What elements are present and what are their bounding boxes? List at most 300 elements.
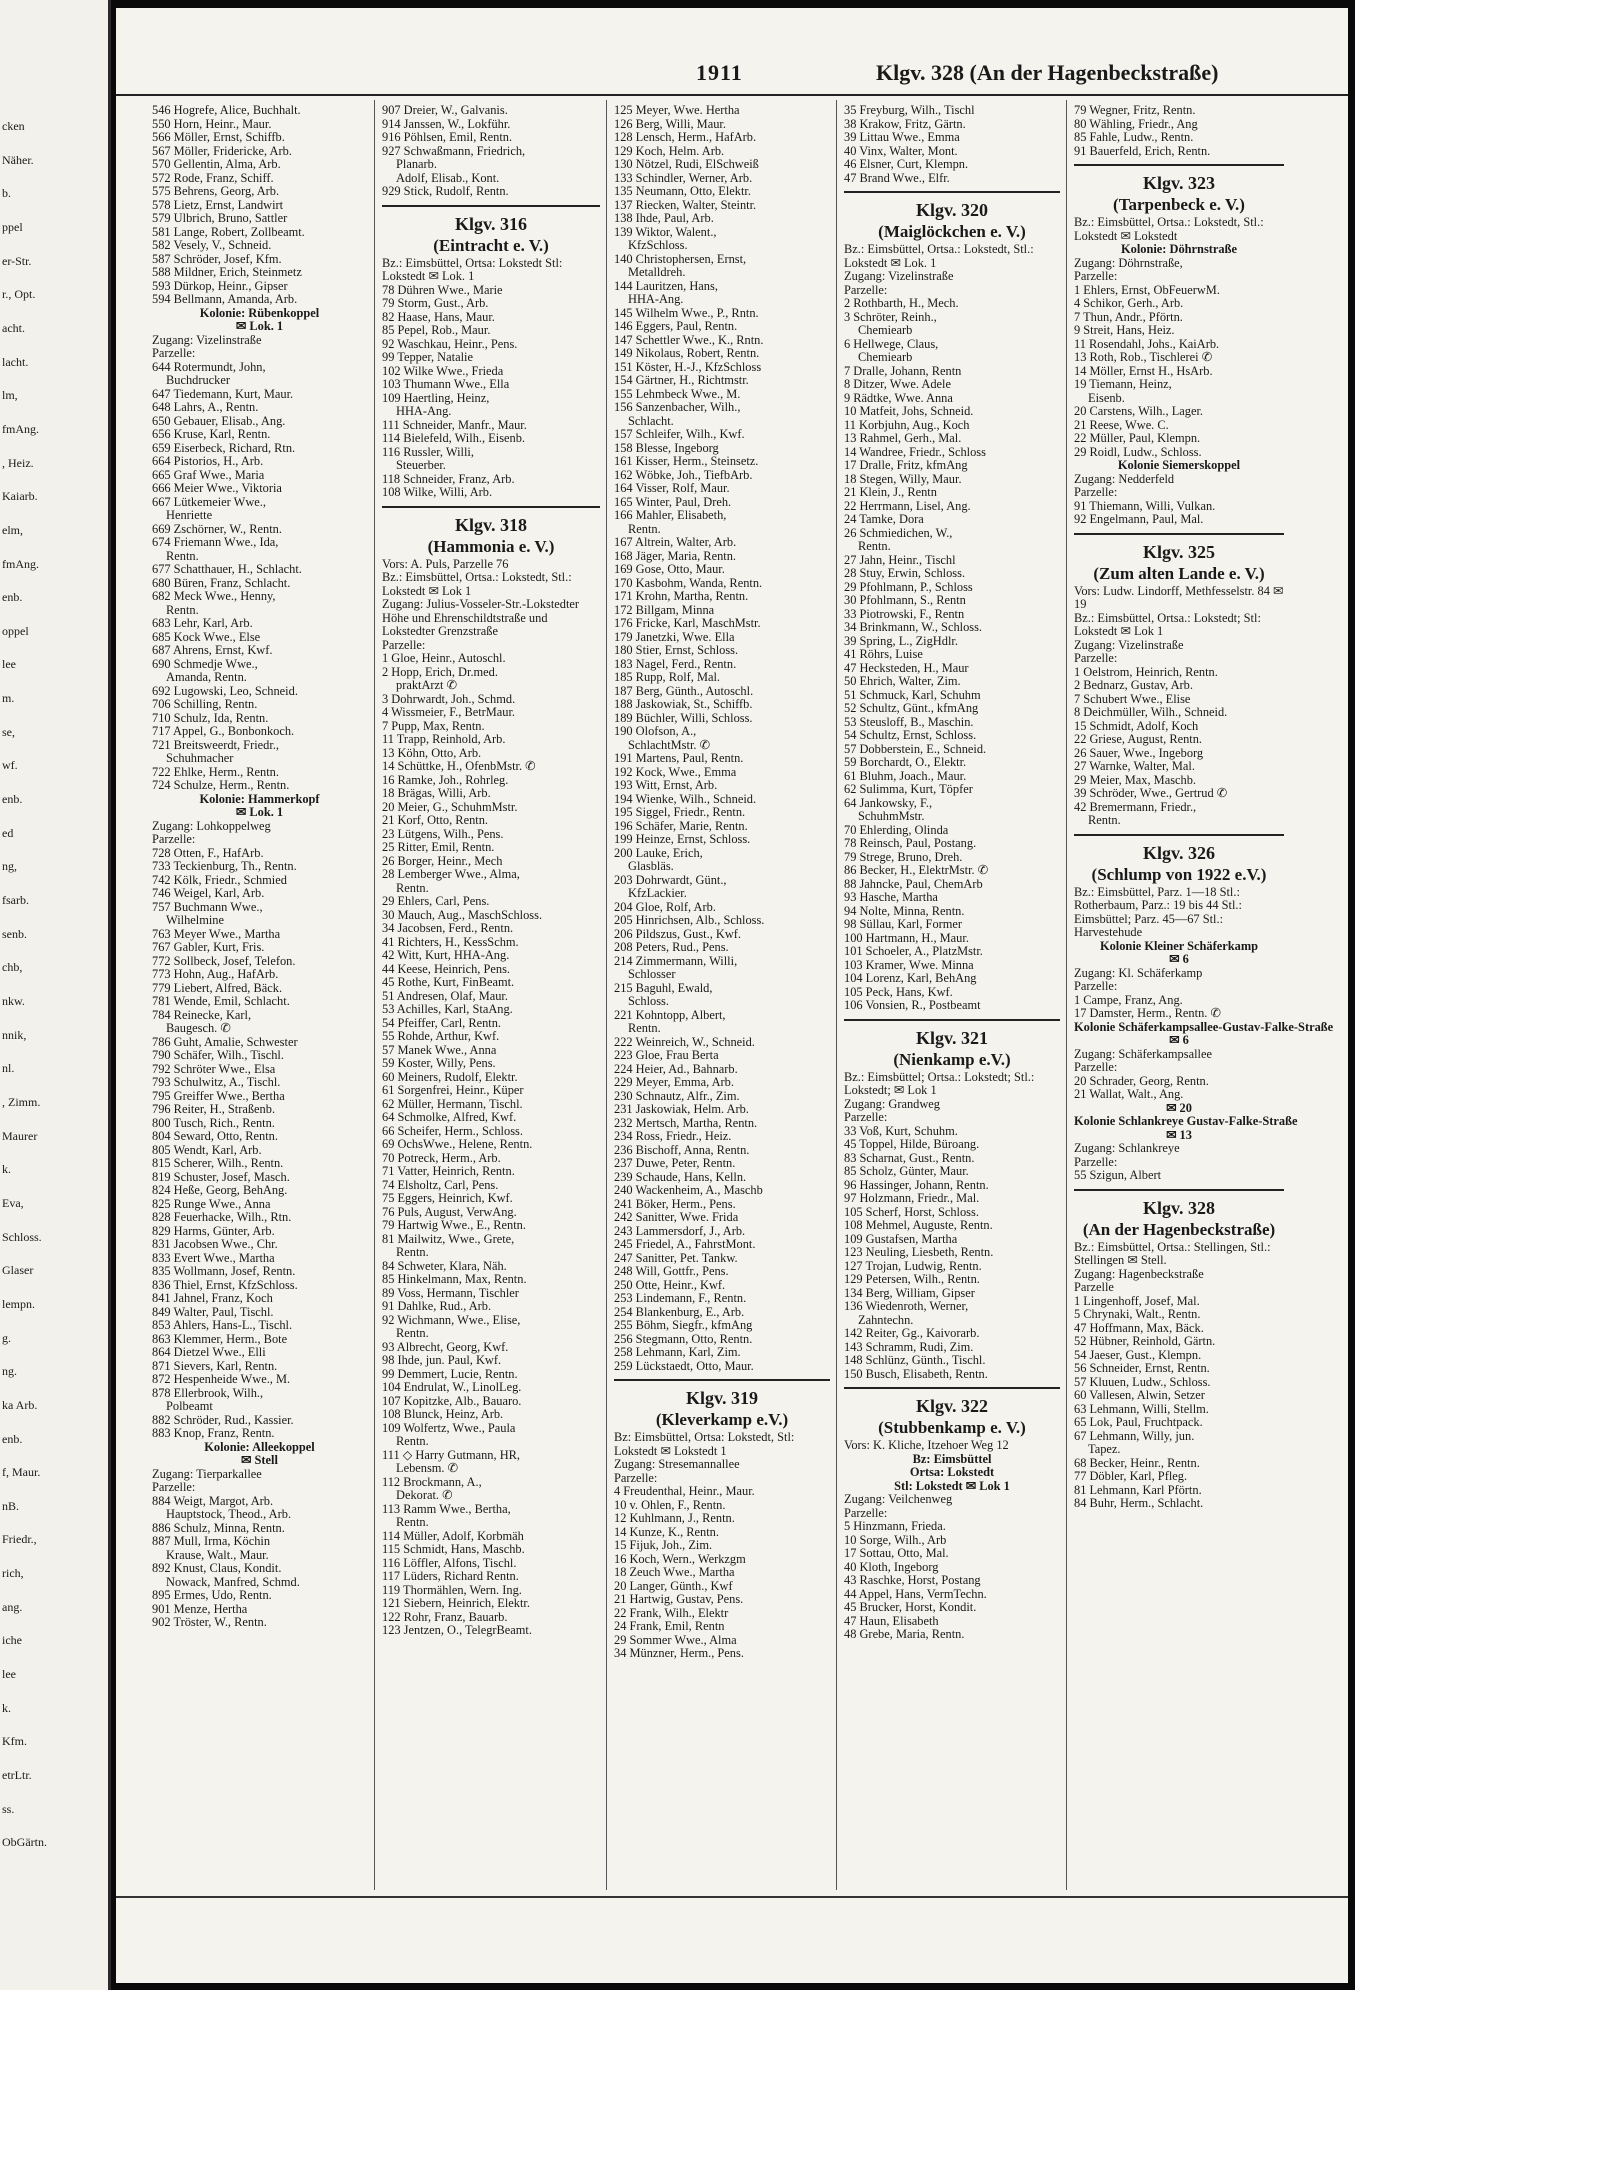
directory-entry: 733 Teckienburg, Th., Rentn.	[152, 859, 297, 873]
entry-continuation: Tapez.	[1088, 1442, 1121, 1456]
directory-entry: 117 Lüders, Richard Rentn.	[382, 1569, 519, 1583]
directory-entry: 17 Damster, Herm., Rentn. ✆	[1074, 1006, 1221, 1020]
directory-entry: 717 Appel, G., Bonbonkoch.	[152, 724, 295, 738]
directory-entry: 15 Fijuk, Joh., Zim.	[614, 1538, 713, 1552]
directory-entry: 56 Schneider, Ernst, Rentn.	[1074, 1361, 1210, 1375]
directory-entry: 7 Thun, Andr., Pförtn.	[1074, 309, 1183, 324]
directory-entry: Zugang: Lohkoppelweg	[152, 818, 271, 833]
directory-entry: 104 Lorenz, Karl, BehAng	[844, 971, 977, 985]
association-number: Klgv. 322	[915, 1396, 988, 1416]
directory-entry: 38 Krakow, Fritz, Gärtn.	[844, 116, 966, 131]
directory-entry: 666 Meier Wwe., Viktoria	[152, 481, 282, 495]
gutter-text-fragment: iche	[2, 1633, 22, 1647]
entry-continuation: Wilhelmine	[166, 913, 224, 927]
directory-entry: 902 Tröster, W., Rentn.	[152, 1615, 267, 1629]
directory-entry: 154 Gärtner, H., Richtmstr.	[614, 373, 749, 387]
directory-entry: 40 Vinx, Walter, Mont.	[844, 143, 958, 158]
directory-entry: 779 Liebert, Alfred, Bäck.	[152, 980, 283, 995]
directory-entry: 887 Mull, Irma, Köchin	[152, 1534, 271, 1548]
directory-entry: 57 Dobberstein, E., Schneid.	[844, 741, 987, 756]
directory-entry: 89 Voss, Hermann, Tischler	[382, 1285, 519, 1300]
directory-entry: 884 Weigt, Margot, Arb.	[152, 1493, 274, 1508]
colony-header: Kolonie: Rübenkoppel	[199, 305, 320, 320]
directory-entry: 248 Will, Gottfr., Pens.	[614, 1264, 729, 1278]
directory-page	[116, 8, 1348, 1983]
entry-continuation: Chemiearb	[858, 323, 913, 337]
directory-entry: 39 Spring, L., ZigHdlr.	[844, 633, 958, 648]
gutter-text-fragment: etrLtr.	[2, 1768, 32, 1782]
gutter-text-fragment: nnik,	[2, 1028, 27, 1042]
directory-entry: 79 Strege, Bruno, Dreh.	[844, 849, 963, 864]
directory-entry: 33 Piotrowski, F., Rentn	[844, 606, 965, 621]
directory-entry: 204 Gloe, Rolf, Arb.	[614, 899, 716, 914]
directory-entry: 80 Wähling, Friedr., Ang	[1074, 116, 1198, 131]
directory-entry: 17 Dralle, Fritz, kfmAng	[844, 458, 968, 472]
gutter-text-fragment: , Heiz.	[2, 456, 34, 470]
directory-entry: 5 Chrynaki, Walt., Rentn.	[1074, 1307, 1201, 1321]
gutter-text-fragment: enb.	[2, 1432, 23, 1446]
entry-continuation: SchuhmMstr.	[858, 809, 925, 823]
directory-entry: 567 Möller, Fridericke, Arb.	[152, 143, 292, 158]
directory-entry: 81 Lehmann, Karl Pförtn.	[1074, 1482, 1202, 1497]
directory-entry: 243 Lammersdorf, J., Arb.	[614, 1223, 746, 1238]
association-info: Bz.: Eimsbüttel, Ortsa: Lokstedt Stl: Lokstedt ✉ Lok. 1	[382, 255, 563, 283]
entry-continuation: Schloss.	[628, 994, 669, 1008]
association-name: (Maiglöckchen e. V.)	[878, 222, 1026, 241]
directory-entry: 188 Jaskowiak, St., Schiffb.	[614, 697, 753, 711]
directory-entry: Zugang: Vizelinstraße	[152, 332, 262, 347]
directory-entry: 24 Frank, Emil, Rentn	[614, 1619, 725, 1633]
directory-entry: 16 Ramke, Joh., Rohrleg.	[382, 772, 509, 787]
directory-entry: 68 Becker, Heinr., Rentn.	[1074, 1455, 1200, 1470]
directory-entry: 85 Hinkelmann, Max, Rentn.	[382, 1272, 527, 1286]
adjacent-page-edge	[0, 0, 111, 1990]
entry-continuation: Adolf, Elisab., Kont.	[396, 170, 500, 185]
directory-entry: 30 Mauch, Aug., MaschSchloss.	[382, 907, 543, 922]
directory-entry: 29 Roidl, Ludw., Schloss.	[1074, 444, 1202, 459]
directory-entry: 26 Borger, Heinr., Mech	[382, 853, 503, 868]
gutter-text-fragment: f, Maur.	[2, 1465, 41, 1479]
directory-entry: 916 Pöhlsen, Emil, Rentn.	[382, 130, 513, 144]
directory-entry: 104 Endrulat, W., LinolLeg.	[382, 1380, 522, 1394]
directory-entry: Parzelle:	[152, 832, 196, 846]
directory-entry: Zugang: Vizelinstraße	[1074, 637, 1184, 652]
directory-entry: 793 Schulwitz, A., Tischl.	[152, 1075, 281, 1089]
entry-continuation: Chemiearb	[858, 350, 913, 364]
directory-entry: 41 Richters, H., KessSchm.	[382, 934, 519, 949]
directory-entry: 588 Mildner, Erich, Steinmetz	[152, 265, 302, 279]
directory-entry: 150 Busch, Elisabeth, Rentn.	[844, 1366, 988, 1381]
column-divider	[606, 100, 607, 1890]
association-info: Bz: Eimsbüttel, Ortsa: Lokstedt, Stl: Lokstedt ✉ Lokstedt 1	[614, 1430, 795, 1458]
directory-entry: 199 Heinze, Ernst, Schloss.	[614, 832, 751, 846]
directory-entry: 52 Schultz, Günt., kfmAng	[844, 701, 979, 715]
entry-continuation: Dekorat. ✆	[396, 1488, 453, 1502]
directory-entry: 648 Lahrs, A., Rentn.	[152, 400, 259, 414]
directory-entry: 103 Kramer, Wwe. Minna	[844, 957, 974, 972]
directory-entry: 50 Ehrich, Walter, Zim.	[844, 674, 961, 688]
directory-entry: 111 ◇ Harry Gutmann, HR,	[382, 1447, 521, 1462]
directory-entry: 133 Schindler, Werner, Arb.	[614, 170, 753, 185]
directory-entry: 231 Jaskowiak, Helm. Arb.	[614, 1102, 749, 1116]
directory-entry: Zugang: Veilchenweg	[844, 1492, 953, 1506]
directory-entry: 51 Schmuck, Karl, Schuhm	[844, 687, 981, 702]
section-rule	[614, 1379, 830, 1381]
directory-entry: 792 Schröter Wwe., Elsa	[152, 1061, 276, 1076]
entry-continuation: Schuhmacher	[166, 751, 234, 765]
colony-header: ✉ Lok. 1	[235, 805, 284, 819]
section-rule	[844, 191, 1060, 193]
directory-entry: 258 Lehmann, Karl, Zim.	[614, 1345, 741, 1359]
directory-entry: 179 Janetzki, Wwe. Ella	[614, 629, 735, 644]
directory-entry: 92 Engelmann, Paul, Mal.	[1074, 512, 1204, 526]
directory-entry: 28 Lemberger Wwe., Alma,	[382, 867, 520, 881]
association-name: (Zum alten Lande e. V.)	[1093, 563, 1265, 583]
directory-entry: 147 Schettler Wwe., K., Rntn.	[614, 332, 764, 347]
entry-continuation: Schlacht.	[628, 413, 674, 428]
entry-continuation: HHA-Ang.	[628, 292, 684, 306]
directory-entry: 193 Witt, Ernst, Arb.	[614, 778, 718, 792]
directory-entry: 20 Carstens, Wilh., Lager.	[1074, 404, 1204, 418]
directory-entry: 166 Mahler, Elisabeth,	[614, 508, 727, 522]
entry-continuation: Rentn.	[166, 548, 199, 563]
entry-continuation: SchlachtMstr. ✆	[628, 737, 710, 752]
directory-entry: Zugang: Stresemannallee	[614, 1457, 740, 1471]
column-4	[844, 104, 1060, 1642]
entry-continuation: Rentn.	[396, 1245, 429, 1259]
directory-entry: 59 Koster, Willy, Pens.	[382, 1056, 496, 1070]
directory-entry: 815 Scherer, Wilh., Rentn.	[152, 1156, 284, 1170]
association-name: (Hammonia e. V.)	[427, 536, 555, 556]
directory-entry: 4 Freudenthal, Heinr., Maur.	[614, 1484, 755, 1498]
directory-entry: 2 Hopp, Erich, Dr.med.	[382, 664, 498, 679]
directory-entry: 570 Gellentin, Alma, Arb.	[152, 157, 281, 171]
entry-continuation: Amanda, Rentn.	[166, 670, 247, 684]
gutter-text-fragment: m.	[2, 691, 15, 705]
directory-entry: 5 Hinzmann, Frieda.	[844, 1519, 946, 1533]
directory-entry: 118 Schneider, Franz, Arb.	[382, 471, 515, 486]
directory-entry: 927 Schwaßmann, Friedrich,	[382, 143, 526, 158]
directory-entry: 103 Thumann Wwe., Ella	[382, 377, 510, 391]
entry-continuation: Krause, Walt., Maur.	[166, 1547, 269, 1562]
gutter-text-fragment: cken	[2, 119, 25, 133]
entry-continuation: Rentn.	[396, 1515, 429, 1529]
entry-continuation: Rentn.	[1088, 813, 1121, 827]
directory-entry: 126 Berg, Willi, Maur.	[614, 116, 726, 131]
gutter-text-fragment: k.	[2, 1162, 11, 1176]
gutter-text-fragment: Schloss.	[2, 1230, 42, 1244]
directory-entry: 140 Christophersen, Ernst,	[614, 251, 747, 266]
header-rule	[116, 94, 1348, 96]
directory-entry: 7 Dralle, Johann, Rentn	[844, 363, 962, 378]
directory-entry: 254 Blankenburg, E., Arb.	[614, 1304, 745, 1319]
directory-entry: 27 Warnke, Walter, Mal.	[1074, 759, 1195, 773]
directory-entry: 93 Hasche, Martha	[844, 890, 938, 904]
association-name: (Tarpenbeck e. V.)	[1113, 195, 1245, 214]
directory-entry: 871 Sievers, Karl, Rentn.	[152, 1358, 278, 1373]
section-rule	[382, 205, 600, 207]
directory-entry: 102 Wilke Wwe., Frieda	[382, 363, 504, 378]
directory-entry: 14 Kunze, K., Rentn.	[614, 1524, 719, 1539]
directory-entry: 107 Kopitzke, Alb., Bauaro.	[382, 1393, 522, 1408]
directory-entry: 203 Dohrwardt, Günt.,	[614, 872, 727, 887]
colony-header: Bz: Eimsbüttel	[912, 1451, 992, 1466]
directory-entry: 105 Peck, Hans, Kwf.	[844, 984, 953, 999]
directory-entry: 781 Wende, Emil, Schlacht.	[152, 994, 290, 1008]
entry-continuation: KfzSchloss.	[628, 238, 688, 252]
directory-entry: Parzelle:	[844, 282, 888, 297]
directory-entry: 572 Rode, Franz, Schiff.	[152, 170, 274, 185]
gutter-text-fragment: lm,	[2, 388, 18, 402]
association-info: Bz.: Eimsbüttel, Parz. 1—18 Stl.: Rotherbaum, Parz.: 19 bis 44 Stl.: Eimsbüttel; Parz. 45—67 Stl.: Harvestehude	[1074, 884, 1242, 939]
directory-entry: 64 Jankowsky, F.,	[844, 795, 933, 810]
directory-entry: 581 Lange, Robert, Zollbeamt.	[152, 224, 305, 239]
column-divider	[1066, 100, 1067, 1890]
directory-entry: 1 Lingenhoff, Josef, Mal.	[1074, 1293, 1200, 1308]
entry-continuation: Steuerber.	[396, 458, 446, 472]
directory-entry: Zugang: Vizelinstraße	[844, 269, 954, 283]
directory-entry: 185 Rupp, Rolf, Mal.	[614, 670, 721, 684]
colony-header: ✉ 6	[1169, 1033, 1189, 1047]
entry-continuation: Polbeamt	[166, 1399, 213, 1413]
directory-entry: 594 Bellmann, Amanda, Arb.	[152, 292, 298, 306]
directory-entry: 74 Elsholtz, Carl, Pens.	[382, 1177, 499, 1192]
colony-header: Stl: Lokstedt ✉ Lok 1	[894, 1478, 1010, 1493]
directory-entry: 825 Runge Wwe., Anna	[152, 1196, 271, 1211]
gutter-text-fragment: ang.	[2, 1600, 23, 1614]
directory-entry: 929 Stick, Rudolf, Rentn.	[382, 184, 509, 198]
colony-header: Ortsa: Lokstedt	[909, 1465, 995, 1479]
directory-entry: 135 Neumann, Otto, Elektr.	[614, 184, 751, 198]
directory-entry: 48 Grebe, Maria, Rentn.	[844, 1627, 965, 1641]
directory-entry: 77 Döbler, Karl, Pfleg.	[1074, 1469, 1188, 1483]
directory-entry: 579 Ulbrich, Bruno, Sattler	[152, 211, 288, 225]
directory-entry: 190 Olofson, A.,	[614, 724, 697, 738]
gutter-text-fragment: Glaser	[2, 1263, 34, 1277]
directory-entry: 250 Otte, Heinr., Kwf.	[614, 1277, 726, 1292]
directory-entry: 710 Schulz, Ida, Rentn.	[152, 710, 269, 725]
directory-entry: 60 Vallesen, Alwin, Setzer	[1074, 1388, 1205, 1402]
directory-entry: 129 Koch, Helm. Arb.	[614, 143, 725, 158]
directory-entry: 659 Eiserbeck, Richard, Rtn.	[152, 440, 296, 455]
directory-entry: 71 Vatter, Heinrich, Rentn.	[382, 1164, 515, 1178]
directory-entry: 2 Rothbarth, H., Mech.	[844, 296, 959, 310]
directory-entry: Parzelle:	[844, 1505, 888, 1520]
directory-entry: 882 Schröder, Rud., Kassier.	[152, 1412, 294, 1427]
directory-entry: 54 Pfeiffer, Carl, Rentn.	[382, 1015, 502, 1030]
gutter-text-fragment: ObGärtn.	[2, 1835, 47, 1849]
directory-entry: 205 Hinrichsen, Alb., Schloss.	[614, 913, 765, 927]
directory-entry: 800 Tusch, Rich., Rentn.	[152, 1115, 275, 1130]
directory-entry: 196 Schäfer, Marie, Rentn.	[614, 818, 748, 833]
directory-entry: 84 Buhr, Herm., Schlacht.	[1074, 1496, 1204, 1510]
gutter-text-fragment: lacht.	[2, 355, 29, 369]
directory-entry: 763 Meyer Wwe., Martha	[152, 926, 281, 941]
directory-entry: 30 Pfohlmann, S., Rentn	[844, 593, 966, 607]
directory-entry: 10 v. Ohlen, F., Rentn.	[614, 1497, 726, 1512]
directory-entry: 64 Schmolke, Alfred, Kwf.	[382, 1110, 517, 1124]
directory-entry: 108 Wilke, Willi, Arb.	[382, 485, 493, 499]
gutter-text-fragment: ng,	[2, 859, 17, 873]
directory-entry: Parzelle:	[382, 637, 426, 652]
directory-entry: Parzelle:	[1074, 1060, 1118, 1074]
directory-entry: 119 Thormählen, Wern. Ing.	[382, 1582, 522, 1597]
directory-entry: 892 Knust, Claus, Kondit.	[152, 1561, 282, 1575]
gutter-text-fragment: , Zimm.	[2, 1095, 41, 1109]
section-rule	[844, 1019, 1060, 1021]
gutter-text-fragment: b.	[2, 186, 11, 200]
directory-entry: 582 Vesely, V., Schneid.	[152, 238, 272, 252]
directory-entry: 122 Rohr, Franz, Bauarb.	[382, 1609, 508, 1624]
directory-entry: 91 Dahlke, Rud., Arb.	[382, 1299, 492, 1313]
directory-entry: 99 Demmert, Lucie, Rentn.	[382, 1366, 518, 1381]
directory-entry: 22 Herrmann, Lisel, Ang.	[844, 498, 971, 513]
gutter-text-fragment: r., Opt.	[2, 287, 36, 301]
directory-entry: Zugang: Kl. Schäferkamp	[1074, 965, 1203, 980]
directory-entry: 8 Ditzer, Wwe. Adele	[844, 377, 951, 391]
section-rule	[844, 1387, 1060, 1389]
colony-header: ✉ Lok. 1	[235, 319, 284, 333]
directory-entry: 234 Ross, Friedr., Heiz.	[614, 1129, 732, 1143]
directory-entry: 127 Trojan, Ludwig, Rentn.	[844, 1258, 982, 1273]
gutter-text-fragment: Kaiarb.	[2, 489, 38, 503]
directory-entry: 54 Jaeser, Gust., Klempn.	[1074, 1347, 1202, 1362]
directory-entry: 10 Matfeit, Johs, Schneid.	[844, 404, 974, 418]
gutter-text-fragment: fmAng.	[2, 422, 39, 436]
directory-entry: Parzelle:	[152, 1480, 196, 1494]
directory-entry: 47 Brand Wwe., Elfr.	[844, 170, 950, 185]
entry-continuation: Baugesch. ✆	[166, 1021, 231, 1035]
association-info: Bz.: Eimsbüttel, Ortsa.: Lokstedt, Stl.: Lokstedt ✉ Lok 1	[382, 570, 572, 598]
directory-entry: 70 Ehlerding, Olinda	[844, 822, 949, 837]
association-name: (An der Hagenbeckstraße)	[1082, 1219, 1276, 1239]
entry-continuation: Rentn.	[396, 880, 429, 895]
directory-entry: 259 Lückstaedt, Otto, Maur.	[614, 1358, 754, 1373]
gutter-text-fragment: fsarb.	[2, 893, 29, 907]
directory-entry: 23 Lütgens, Wilh., Pens.	[382, 826, 504, 841]
directory-entry: 829 Harms, Günter, Arb.	[152, 1223, 275, 1238]
directory-entry: 113 Ramm Wwe., Bertha,	[382, 1501, 511, 1516]
directory-entry: 145 Wilhelm Wwe., P., Rntn.	[614, 305, 759, 320]
directory-entry: 29 Pfohlmann, P., Schloss	[844, 579, 973, 594]
column-divider	[836, 100, 837, 1890]
directory-entry: 240 Wackenheim, A., Maschb	[614, 1183, 763, 1197]
association-number: Klgv. 328	[1142, 1197, 1215, 1218]
directory-entry: 194 Wienke, Wilh., Schneid.	[614, 791, 757, 806]
directory-entry: 162 Wöbke, Joh., TiefbArb.	[614, 467, 753, 482]
directory-entry: 168 Jäger, Maria, Rentn.	[614, 548, 737, 563]
directory-entry: 108 Blunck, Heinz, Arb.	[382, 1407, 504, 1421]
column-5	[1074, 103, 1334, 1511]
directory-entry: Parzelle:	[1074, 979, 1118, 993]
directory-entry: 195 Siggel, Friedr., Rentn.	[614, 805, 746, 819]
entry-continuation: Rentn.	[858, 539, 891, 553]
colony-header: ✉ 20	[1166, 1100, 1192, 1115]
column-2	[382, 104, 600, 1638]
directory-entry: 111 Schneider, Manfr., Maur.	[382, 417, 527, 432]
directory-entry: 183 Nagel, Ferd., Rentn.	[614, 656, 737, 671]
directory-entry: 143 Schramm, Rudi, Zim.	[844, 1339, 974, 1354]
directory-entry: 796 Reiter, H., Straßenb.	[152, 1102, 276, 1116]
entry-continuation: Planarb.	[396, 157, 437, 171]
directory-entry: 42 Witt, Kurt, HHA-Ang.	[382, 948, 510, 962]
directory-entry: 138 Ihde, Paul, Arb.	[614, 211, 714, 225]
directory-entry: 125 Meyer, Wwe. Hertha	[614, 103, 740, 117]
directory-entry: 578 Lietz, Ernst, Landwirt	[152, 197, 284, 212]
directory-entry: 100 Hartmann, H., Maur.	[844, 930, 969, 945]
directory-entry: 901 Menze, Hertha	[152, 1601, 248, 1616]
directory-entry: 13 Rahmel, Gerh., Mal.	[844, 431, 962, 445]
directory-entry: Parzelle:	[152, 346, 196, 360]
directory-entry: 41 Röhrs, Luise	[844, 647, 923, 661]
gutter-text-fragment: chb,	[2, 960, 23, 974]
directory-entry: 115 Schmidt, Hans, Maschb.	[382, 1542, 525, 1556]
gutter-text-fragment: lee	[2, 1667, 16, 1681]
directory-entry: 784 Reinecke, Karl,	[152, 1007, 252, 1022]
gutter-text-fragment: ng.	[2, 1364, 17, 1378]
gutter-text-fragment: lee	[2, 657, 16, 671]
directory-entry: 786 Guht, Amalie, Schwester	[152, 1034, 298, 1049]
directory-entry: 156 Sanzenbacher, Wilh.,	[614, 400, 741, 414]
directory-entry: 123 Jentzen, O., TelegrBeamt.	[382, 1623, 532, 1637]
directory-entry: 819 Schuster, Josef, Masch.	[152, 1169, 290, 1184]
directory-entry: 70 Potreck, Herm., Arb.	[382, 1150, 501, 1165]
directory-entry: 20 Meier, G., SchuhmMstr.	[382, 799, 518, 814]
directory-entry: 7 Pupp, Max, Rentn.	[382, 718, 485, 733]
directory-entry: 878 Ellerbrook, Wilh.,	[152, 1385, 264, 1400]
directory-entry: 99 Tepper, Natalie	[382, 350, 473, 364]
directory-entry: 57 Kluuen, Ludw., Schloss.	[1074, 1374, 1211, 1389]
directory-entry: 1 Oelstrom, Heinrich, Rentn.	[1074, 664, 1218, 679]
directory-entry: 61 Bluhm, Joach., Maur.	[844, 768, 967, 783]
directory-entry: 690 Schmedje Wwe.,	[152, 656, 258, 671]
directory-entry: 722 Ehlke, Herm., Rentn.	[152, 764, 279, 779]
directory-entry: 42 Bremermann, Friedr.,	[1074, 799, 1197, 814]
directory-entry: 683 Lehr, Karl, Arb.	[152, 616, 253, 630]
directory-entry: 34 Brinkmann, W., Schloss.	[844, 620, 983, 634]
directory-entry: 79 Storm, Gust., Arb.	[382, 296, 489, 310]
directory-entry: 692 Lugowski, Leo, Schneid.	[152, 683, 298, 698]
directory-entry: 67 Lehmann, Willy, jun.	[1074, 1428, 1195, 1443]
directory-entry: 914 Janssen, W., Lokführ.	[382, 116, 511, 131]
association-name: (Kleverkamp e.V.)	[655, 1410, 789, 1429]
gutter-text-fragment: elm,	[2, 523, 23, 537]
directory-entry: 1 Gloe, Heinr., Autoschl.	[382, 651, 506, 665]
directory-entry: Parzelle:	[1074, 1154, 1118, 1169]
directory-entry: 587 Schröder, Josef, Kfm.	[152, 251, 282, 266]
gutter-text-fragment: nl.	[2, 1061, 15, 1075]
directory-entry: 1 Campe, Franz, Ang.	[1074, 992, 1183, 1007]
directory-entry: 255 Böhm, Siegfr., kfmAng	[614, 1318, 753, 1332]
gutter-text-fragment: enb.	[2, 792, 23, 806]
directory-entry: 34 Münzner, Herm., Pens.	[614, 1646, 744, 1660]
directory-entry: 215 Baguhl, Ewald,	[614, 980, 713, 995]
directory-entry: 161 Kisser, Herm., Steinsetz.	[614, 454, 759, 468]
colony-header: Kolonie Siemerskoppel	[1117, 458, 1241, 472]
directory-entry: 15 Schmidt, Adolf, Koch	[1074, 718, 1199, 733]
entry-continuation: Glasbläs.	[628, 859, 674, 873]
directory-entry: 656 Kruse, Karl, Rentn.	[152, 427, 271, 441]
directory-entry: 13 Roth, Rob., Tischlerei ✆	[1074, 350, 1213, 364]
directory-entry: 22 Griese, August, Rentn.	[1074, 732, 1203, 746]
directory-entry: 53 Steusloff, B., Maschin.	[844, 714, 974, 729]
directory-entry: Zugang: Grandweg	[844, 1096, 940, 1111]
directory-entry: 78 Reinsch, Paul, Postang.	[844, 836, 977, 850]
directory-entry: 43 Raschke, Horst, Postang	[844, 1573, 981, 1587]
directory-entry: 81 Mailwitz, Wwe., Grete,	[382, 1231, 515, 1246]
association-name: (Schlump von 1922 e.V.)	[1091, 864, 1267, 884]
directory-entry: 831 Jacobsen Wwe., Chr.	[152, 1237, 278, 1251]
